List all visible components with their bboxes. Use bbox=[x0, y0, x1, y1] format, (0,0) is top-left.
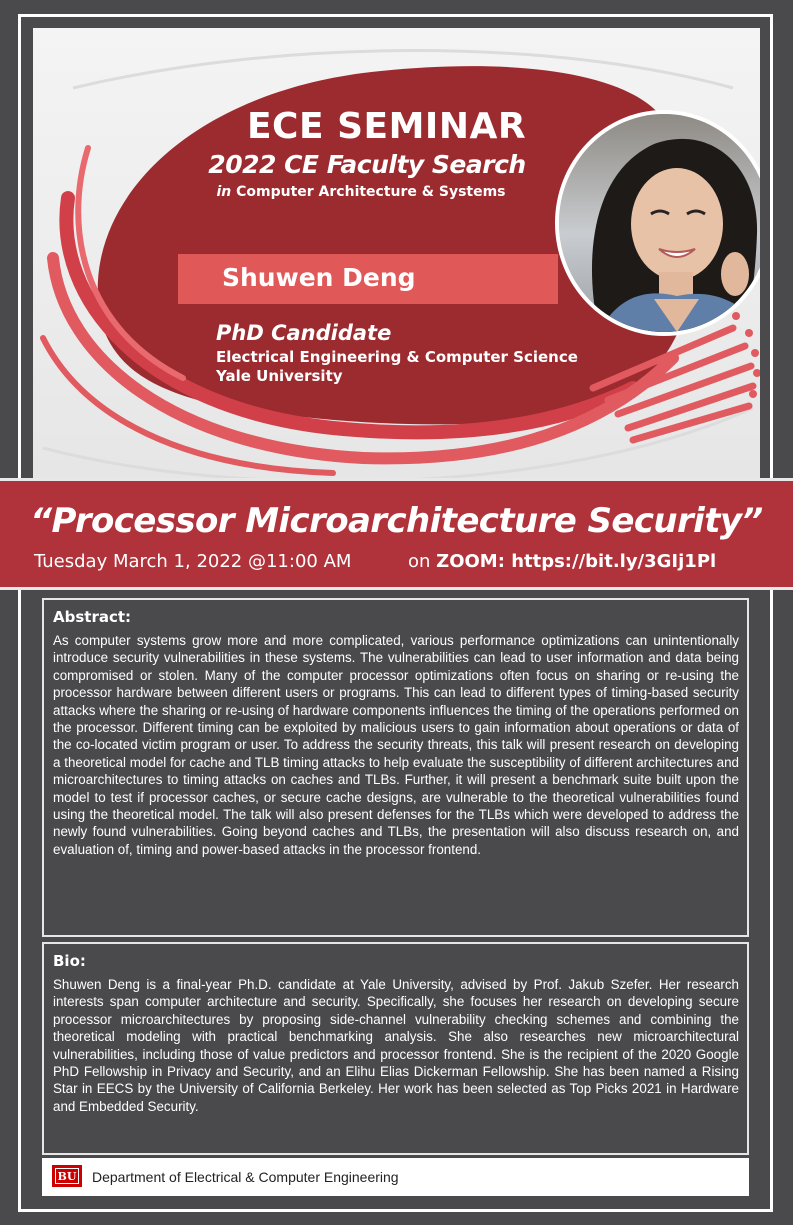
speaker-title: PhD Candidate bbox=[216, 321, 392, 345]
seminar-title: ECE SEMINAR bbox=[246, 106, 527, 147]
bio-text: Shuwen Deng is a final-year Ph.D. candidate at Yale University, advised by Prof. Jakub Szefer. Her research interests span computer architecture and security. Specifically, she focuses her research on developing secure processor microarchitectures by proposing side-channel vulnerability checking schemes and combining the theoretical modeling with practical benchmarking analysis. She also researches new microarchitectural vulnerabilities, including those of value predictors and processor frontend. She is the recipient of the 2020 Google PhD Fellowship in Privacy and Security, and an Elihu Elias Dickerman Fellowship. She has been named a Rising Star in EECS by the University of California Berkeley. Her work has been selected as Top Picks 2021 in Hardware and Embedded Security. bbox=[53, 977, 739, 1114]
bio-section bbox=[42, 942, 749, 1155]
footer-department: Department of Electrical & Computer Engineering bbox=[92, 1169, 399, 1185]
speaker-name-bar bbox=[178, 254, 558, 304]
bu-logo-text: BU bbox=[55, 1168, 79, 1184]
speaker-department: Electrical Engineering & Computer Science bbox=[216, 348, 578, 366]
portrait-illustration bbox=[559, 114, 760, 332]
speaker-photo-icon bbox=[555, 110, 760, 336]
talk-location bbox=[408, 551, 716, 572]
abstract-section bbox=[42, 598, 749, 937]
footer bbox=[42, 1158, 749, 1196]
bio-heading: Bio: bbox=[53, 952, 86, 970]
location-prefix: on bbox=[408, 551, 431, 572]
abstract-text: As computer systems grow more and more complicated, various performance optimizations can unintentionally introduce security vulnerabilities in these systems. The vulnerabilities can lead to user information and data being compromised or stolen. Many of the computer processor optimizations often focus on sharing or re-using the processor hardware between different users or programs. This can lead to different types of timing-based security attacks where the sharing or re-using of hardware components influences the timing of the operations performed on the processor. Different timing can be exploited by malicious users to gain information about operations or data of the co-located victim program or user. To address the security threats, this talk will present research on developing a theoretical model for cache and TLB timing attacks to help evaluate the susceptibility of different architectures and microarchitectures to timing attacks on caches and TLBs. Further, it will present a benchmark suite built upon the model to test if processor caches, or secure cache designs, are vulnerable to the theoretical vulnerabilities found using the theoretical model. The talk will also present defenses for the TLBs which were developed to address the newly found vulnerabilities. Going beyond caches and TLBs, the presentation will also discuss research on, and evaluation of, timing and power-based attacks in the processor frontend. bbox=[53, 633, 739, 857]
talk-datetime: Tuesday March 1, 2022 @11:00 AM bbox=[34, 551, 352, 572]
area-text: Computer Architecture & Systems bbox=[236, 184, 506, 200]
bu-logo-icon bbox=[52, 1165, 82, 1187]
speaker-affiliation bbox=[216, 348, 578, 386]
zoom-link[interactable]: ZOOM: https://bit.ly/3GIj1Pl bbox=[436, 551, 717, 572]
speaker-institution: Yale University bbox=[216, 367, 343, 385]
header-panel bbox=[33, 28, 760, 478]
area-prefix: in bbox=[216, 184, 232, 200]
search-title: 2022 CE Faculty Search bbox=[208, 150, 526, 179]
abstract-heading: Abstract: bbox=[53, 608, 132, 626]
speaker-name: Shuwen Deng bbox=[222, 263, 416, 292]
area-line bbox=[183, 184, 539, 200]
talk-title-band bbox=[0, 478, 793, 590]
talk-title: “Processor Microarchitecture Security” bbox=[30, 501, 763, 541]
